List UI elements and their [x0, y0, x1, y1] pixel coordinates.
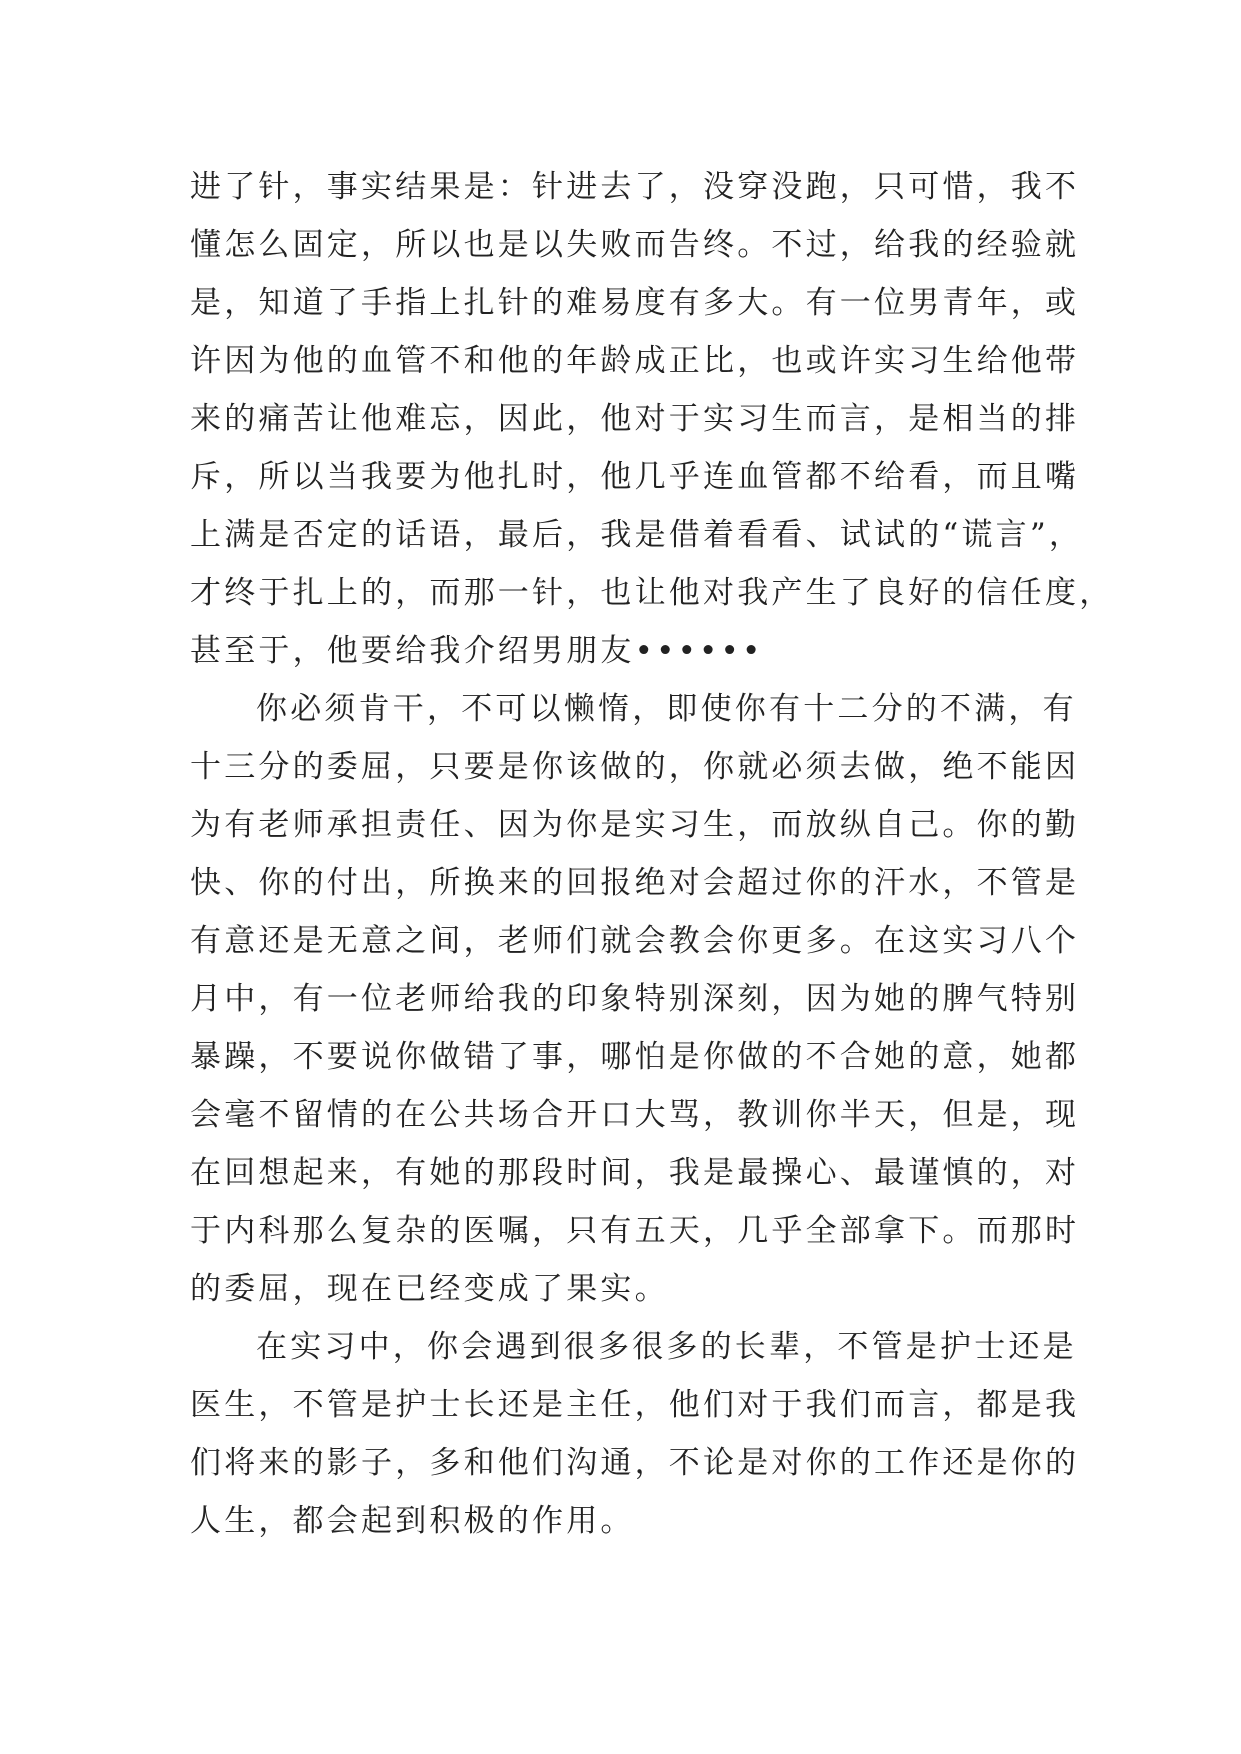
paragraph-1-line-7: 上满是否定的话语，最后，我是借着看看、试试的“谎言”，: [190, 517, 1084, 553]
paragraph-1-line-3: 是，知道了手指上扎针的难易度有多大。有一位男青年，或: [190, 285, 1080, 321]
paragraph-2-line-2: 十三分的委屈，只要是你该做的，你就必须去做，绝不能因: [190, 749, 1080, 785]
paragraph-3-line-3: 们将来的影子，多和他们沟通，不论是对你的工作还是你的: [190, 1445, 1080, 1481]
paragraph-2-line-1: 你必须肯干，不可以懒惰，即使你有十二分的不满，有: [256, 691, 1077, 727]
paragraph-2-line-10: 于内科那么复杂的医嘱，只有五天，几乎全部拿下。而那时: [190, 1213, 1080, 1249]
paragraph-2-line-7: 暴躁，不要说你做错了事，哪怕是你做的不合她的意，她都: [190, 1039, 1080, 1075]
paragraph-1-line-9: 甚至于，他要给我介绍男朋友••••••: [190, 633, 764, 669]
body-text: [190, 158, 1114, 1550]
paragraph-2-line-5: 有意还是无意之间，老师们就会教会你更多。在这实习八个: [190, 923, 1080, 959]
paragraph-2-line-8: 会毫不留情的在公共场合开口大骂，教训你半天，但是，现: [190, 1097, 1080, 1133]
paragraph-3-line-4: 人生，都会起到积极的作用。: [190, 1503, 635, 1539]
paragraph-2-line-9: 在回想起来，有她的那段时间，我是最操心、最谨慎的，对: [190, 1155, 1080, 1191]
paragraph-2-line-3: 为有老师承担责任、因为你是实习生，而放纵自己。你的勤: [190, 807, 1080, 843]
paragraph-1-line-4: 许因为他的血管不和他的年龄成正比，也或许实习生给他带: [190, 343, 1080, 379]
paragraph-1-line-1: 进了针，事实结果是：针进去了，没穿没跑，只可惜，我不: [190, 169, 1080, 205]
paragraph-2-line-4: 快、你的付出，所换来的回报绝对会超过你的汗水，不管是: [190, 865, 1080, 901]
paragraph-1-line-5: 来的痛苦让他难忘，因此，他对于实习生而言，是相当的排: [190, 401, 1080, 437]
paragraph-1-line-8: 才终于扎上的，而那一针，也让他对我产生了良好的信任度，: [190, 575, 1114, 611]
paragraph-2-line-11: 的委屈，现在已经变成了果实。: [190, 1271, 669, 1307]
paragraph-3-line-1: 在实习中，你会遇到很多很多的长辈，不管是护士还是: [256, 1329, 1077, 1365]
paragraph-2-line-6: 月中，有一位老师给我的印象特别深刻，因为她的脾气特别: [190, 981, 1080, 1017]
paragraph-1-line-6: 斥，所以当我要为他扎时，他几乎连血管都不给看，而且嘴: [190, 459, 1080, 495]
paragraph-1-line-2: 懂怎么固定，所以也是以失败而告终。不过，给我的经验就: [190, 227, 1080, 263]
paragraph-3-line-2: 医生，不管是护士长还是主任，他们对于我们而言，都是我: [190, 1387, 1080, 1423]
